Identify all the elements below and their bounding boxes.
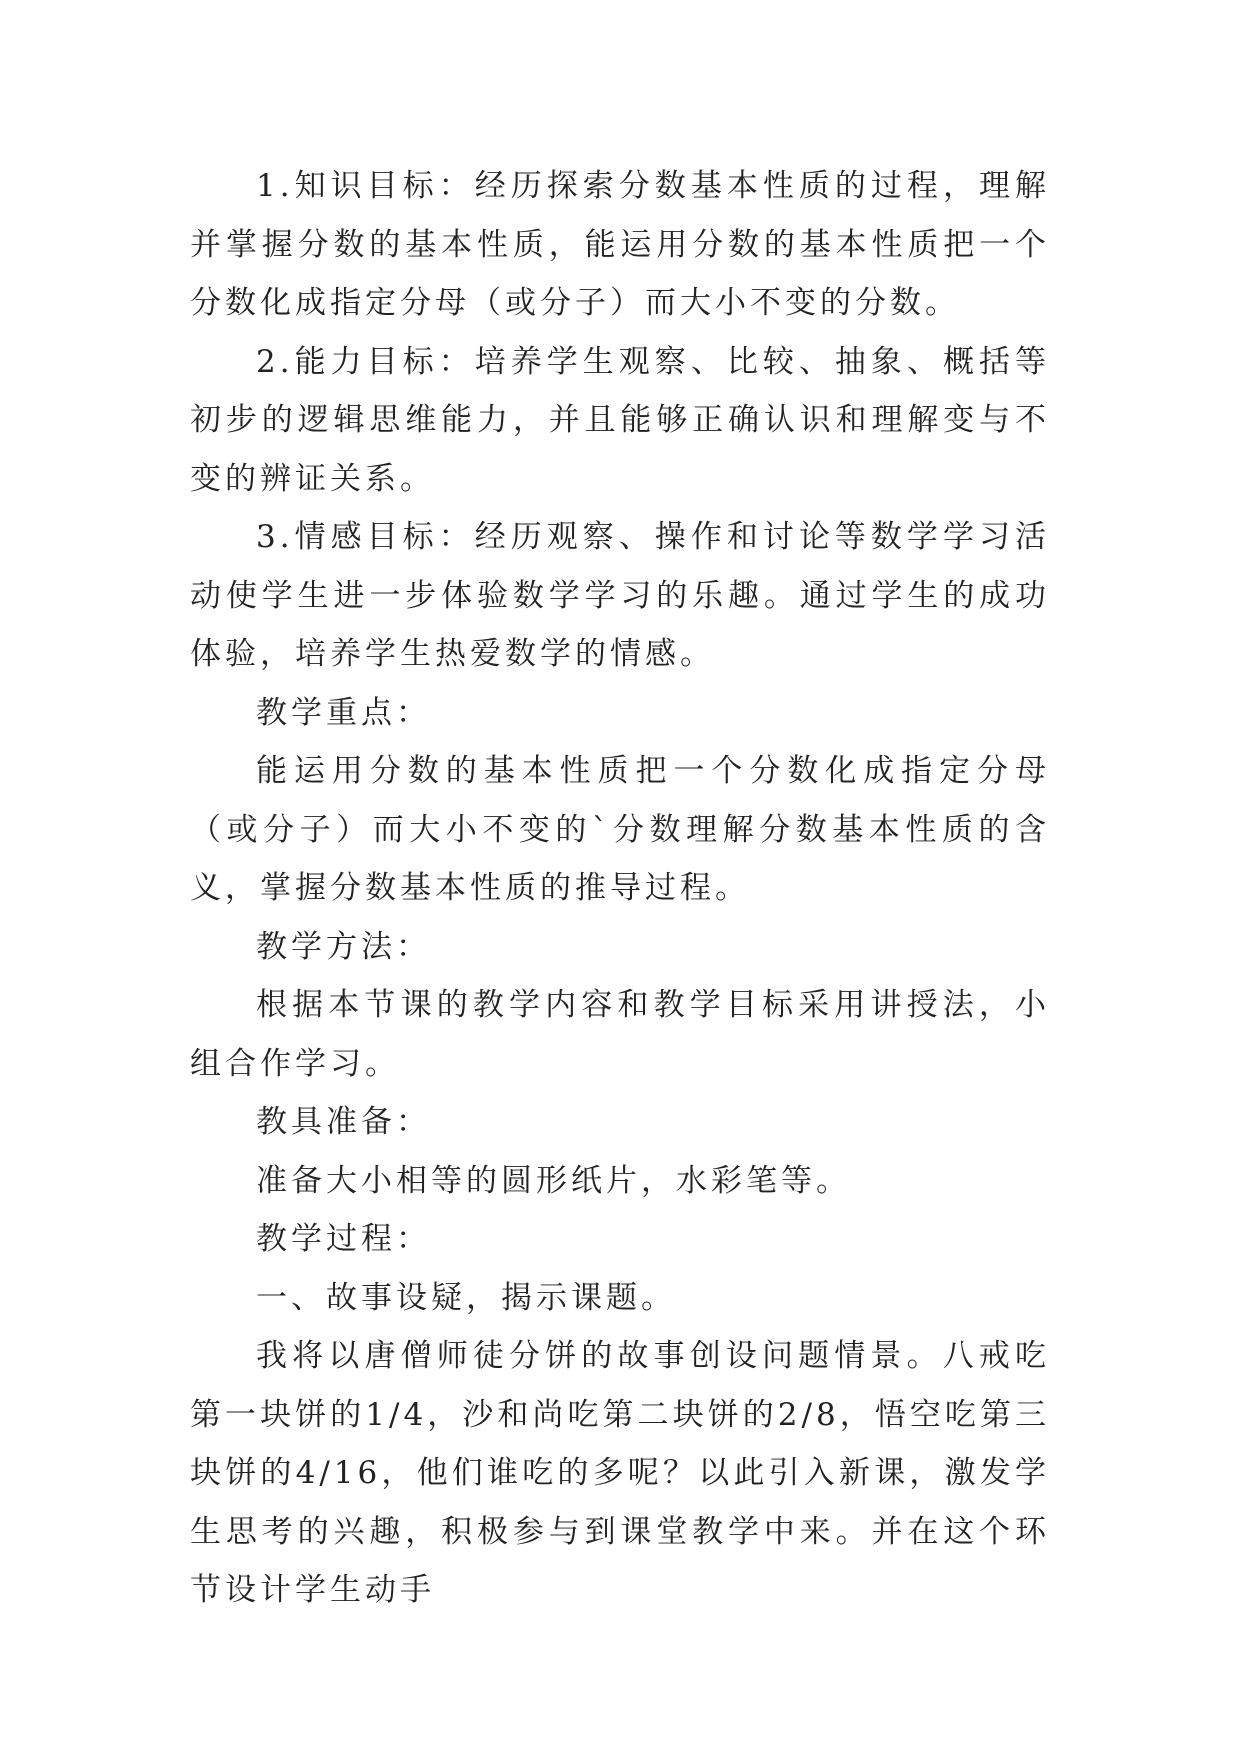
paragraph-teaching-focus: 能运用分数的基本性质把一个分数化成指定分母（或分子）而大小不变的`分数理解分数基本性质的含义，掌握分数基本性质的推导过程。 xyxy=(190,753,1050,906)
document-body xyxy=(190,157,1050,1620)
heading-teaching-method: 教学方法： xyxy=(256,928,431,965)
paragraph-teaching-method: 根据本节课的教学内容和教学目标采用讲授法，小组合作学习。 xyxy=(190,987,1050,1082)
heading-teaching-process: 教学过程： xyxy=(256,1221,431,1257)
paragraph-teaching-aids: 准备大小相等的圆形纸片，水彩笔等。 xyxy=(256,1162,851,1199)
paragraph-story: 我将以唐僧师徒分饼的故事创设问题情景。八戒吃第一块饼的1/4，沙和尚吃第二块饼的2/8，悟空吃第三块饼的4/16，他们谁吃的多呢？以此引入新课，激发学生思考的兴趣，积极参与到课堂教学中来。并在这个环节设计学生动手 xyxy=(190,1338,1050,1608)
paragraph-ability-goal: 2.能力目标：培养学生观察、比较、抽象、概括等初步的逻辑思维能力，并且能够正确认识和理解变与不变的辨证关系。 xyxy=(190,343,1050,497)
subheading-story: 一、故事设疑，揭示课题。 xyxy=(256,1279,676,1316)
heading-teaching-focus: 教学重点： xyxy=(256,694,431,731)
paragraph-emotion-goal: 3.情感目标：经历观察、操作和讨论等数学学习活动使学生进一步体验数学学习的乐趣。通过学生的成功体验，培养学生热爱数学的情感。 xyxy=(190,519,1050,672)
heading-teaching-aids: 教具准备： xyxy=(256,1104,431,1140)
paragraph-knowledge-goal: 1.知识目标：经历探索分数基本性质的过程，理解并掌握分数的基本性质，能运用分数的基本性质把一个分数化成指定分母（或分子）而大小不变的分数。 xyxy=(190,168,1050,321)
